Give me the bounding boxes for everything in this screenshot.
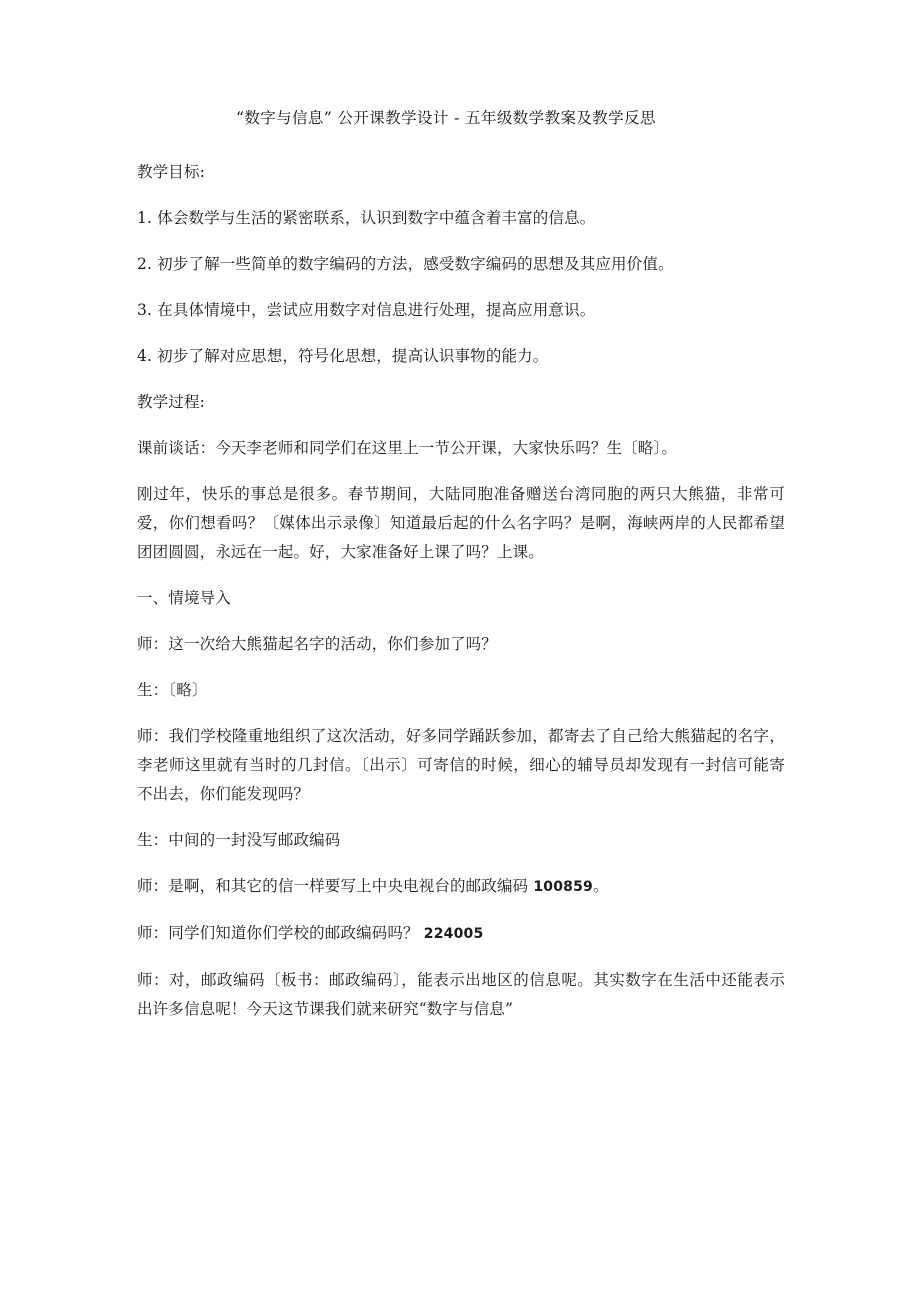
process-heading: 教学过程: xyxy=(137,393,205,411)
dialogue-teacher-2: 师：我们学校隆重地组织了这次活动，好多同学踊跃参加，都寄去了自己给大熊猫起的名字，李老师这里就有当时的几封信。〔出示〕可寄信的时候，细心的辅导员却发现有一封信可能寄不出去，你们能发现吗？ xyxy=(137,727,785,803)
document-body xyxy=(137,104,785,1041)
dialogue-student-1: 生：〔略〕 xyxy=(137,681,208,699)
objectives-heading: 教学目标: xyxy=(137,163,205,181)
dialogue-student-2: 生：中间的一封没写邮政编码 xyxy=(137,831,341,849)
postal-line-suffix: 。 xyxy=(593,877,609,895)
closing-paragraph: 师：对，邮政编码〔板书：邮政编码〕，能表示出地区的信息呢。其实数字在生活中还能表示出许多信息呢！今天这节课我们就来研究“数字与信息” xyxy=(137,971,785,1018)
page-title: “数字与信息” 公开课教学设计 - 五年级数学教案及教学反思 xyxy=(236,109,656,127)
dialogue-teacher-school-code xyxy=(137,919,785,949)
school-line-prefix: 师：同学们知道你们学校的邮政编码吗？ xyxy=(137,924,424,942)
objective-item-2: 2. 初步了解一些简单的数字编码的方法，感受数字编码的思想及其应用价值。 xyxy=(137,255,674,273)
objective-item-4: 4. 初步了解对应思想，符号化思想，提高认识事物的能力。 xyxy=(137,347,549,365)
postal-code-cctv: 100859 xyxy=(533,879,593,895)
pre-class-talk-paragraph: 课前谈话：今天李老师和同学们在这里上一节公开课，大家快乐吗？生〔略〕。 xyxy=(137,439,678,457)
objective-item-1: 1. 体会数学与生活的紧密联系，认识到数字中蕴含着丰富的信息。 xyxy=(137,209,596,227)
section-heading-part-one: 一、情境导入 xyxy=(137,589,231,607)
postal-code-school: 224005 xyxy=(423,926,484,942)
dialogue-teacher-postal-code xyxy=(137,872,785,902)
dialogue-teacher-1: 师：这一次给大熊猫起名字的活动，你们参加了吗？ xyxy=(137,635,497,653)
objective-item-3: 3. 在具体情境中，尝试应用数字对信息进行处理，提高应用意识。 xyxy=(137,301,596,319)
panda-intro-paragraph: 刚过年，快乐的事总是很多。春节期间，大陆同胞准备赠送台湾同胞的两只大熊猫，非常可爱，你们想看吗？〔媒体出示录像〕知道最后起的什么名字吗？是啊，海峡两岸的人民都希望团团圆圆，永远在一起。好，大家准备好上课了吗？上课。 xyxy=(137,485,785,561)
postal-line-prefix: 师：是啊，和其它的信一样要写上中央电视台的邮政编码 xyxy=(137,877,534,895)
